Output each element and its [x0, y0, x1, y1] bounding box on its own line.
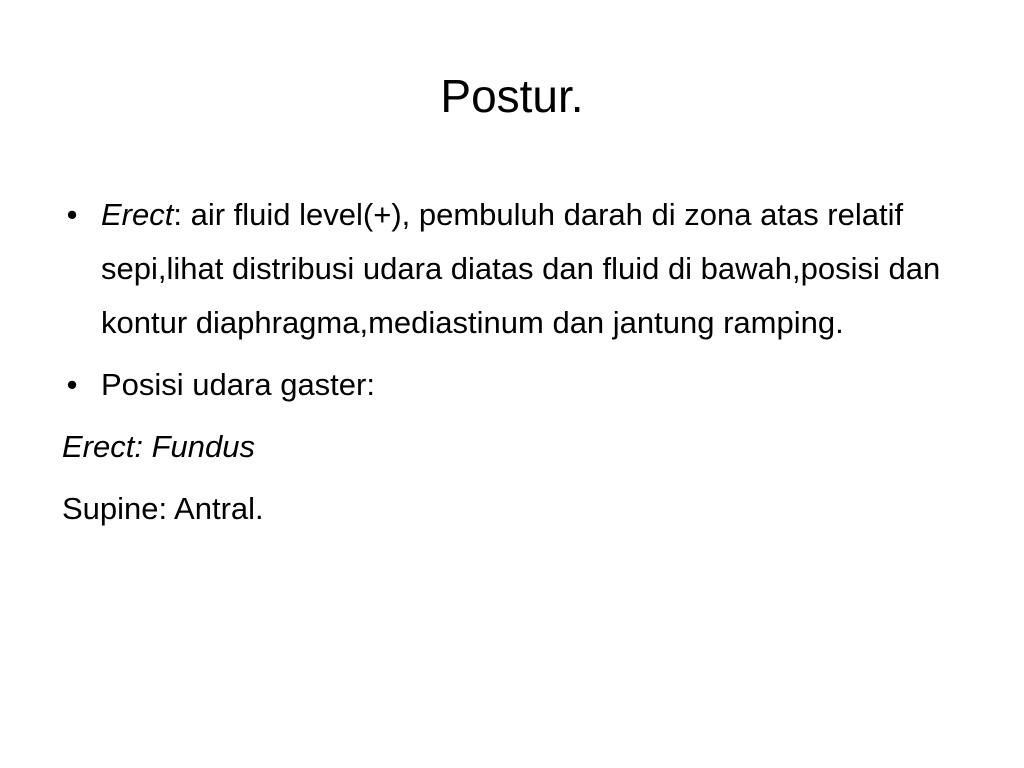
bullet-dot-icon: • — [66, 197, 78, 232]
bullet-dot-icon: • — [66, 367, 78, 402]
slide-body — [62, 188, 942, 536]
bullet-lead-erect: Erect — [101, 197, 174, 232]
line-supine-antral: Supine: Antral. — [62, 491, 264, 526]
bullet-text-erect: : air fluid level(+), pembuluh darah di zona atas relatif sepi,lihat distribusi udara diatas dan fluid di bawah,posisi dan kontur diaphragma,mediastinum dan jantung ramping. — [101, 197, 941, 340]
bullet-list — [62, 188, 942, 412]
line-erect-fundus: Erect: Fundus — [62, 429, 255, 464]
bullet-text-gaster: Posisi udara gaster: — [101, 367, 375, 402]
slide-title: Postur. — [440, 70, 584, 122]
bullet-item-gaster — [62, 358, 942, 412]
bullet-item-erect — [62, 188, 942, 350]
